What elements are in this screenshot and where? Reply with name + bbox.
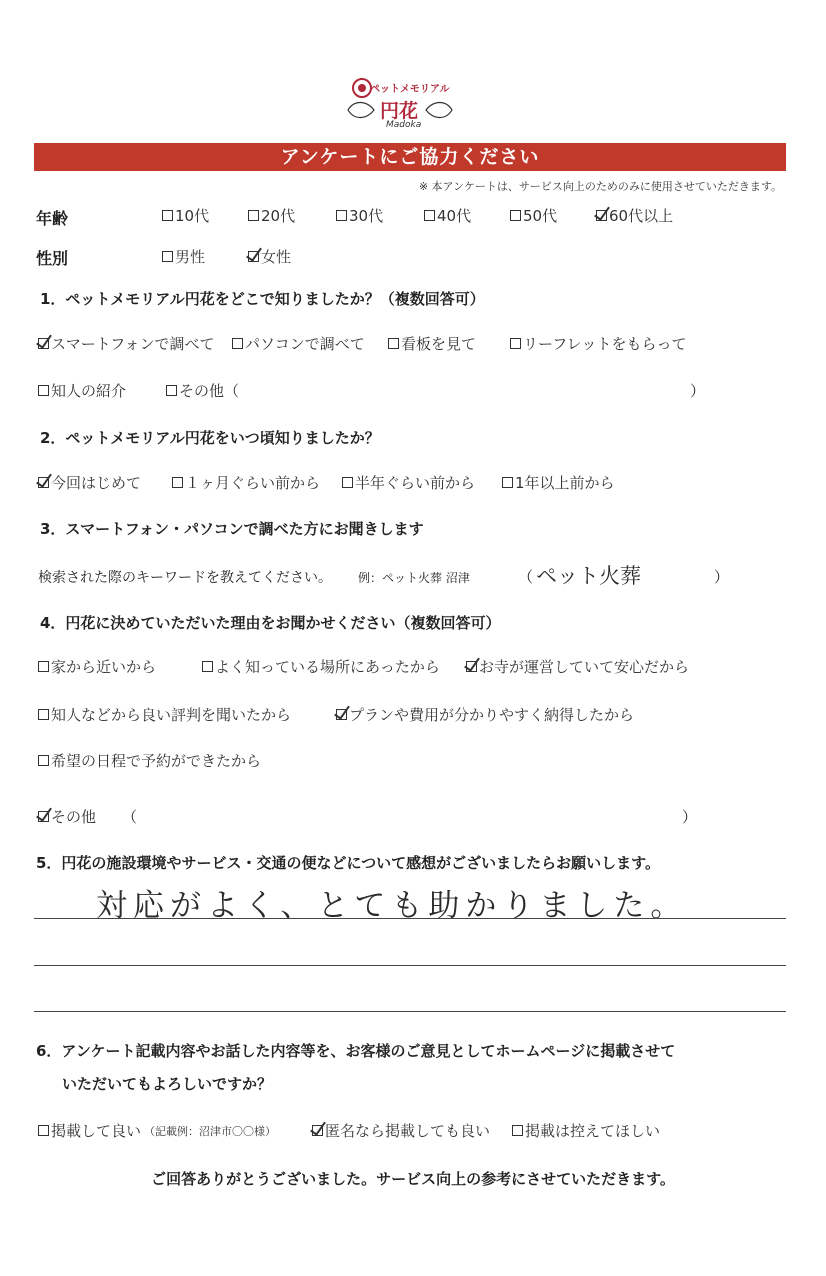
banner-title: アンケートにご協力ください bbox=[280, 146, 540, 168]
checkbox[interactable] bbox=[342, 477, 353, 488]
q4-option-reputation[interactable]: 知人などから良い評判を聞いたから bbox=[38, 704, 291, 725]
gender-option-female[interactable]: 女性 bbox=[248, 246, 291, 267]
answer-line bbox=[34, 965, 786, 966]
q1-option-pc[interactable]: パソコンで調べて bbox=[232, 333, 365, 354]
q2-option-first-time[interactable]: 今回はじめて bbox=[38, 472, 141, 493]
q1-option-smartphone[interactable]: スマートフォンで調べて bbox=[38, 333, 215, 354]
answer-line bbox=[34, 1011, 786, 1012]
age-option-10s[interactable]: 10代 bbox=[162, 205, 209, 226]
age-option-30s[interactable]: 30代 bbox=[336, 205, 383, 226]
q4-option-other[interactable]: その他 bbox=[38, 806, 96, 827]
q6-title-line1: 6．アンケート記載内容やお話した内容等を、お客様のご意見としてホームページに掲載させて bbox=[36, 1042, 676, 1060]
age-option-60s-plus[interactable]: 60代以上 bbox=[596, 205, 673, 226]
q6-option-decline[interactable]: 掲載は控えてほしい bbox=[512, 1120, 660, 1141]
checkbox-checked[interactable] bbox=[312, 1125, 323, 1136]
q3-title: 3．スマートフォン・パソコンで調べた方にお聞きします bbox=[40, 520, 424, 538]
q2-title: 2．ペットメモリアル円花をいつ頃知りましたか？ bbox=[40, 429, 380, 447]
checkbox-checked[interactable] bbox=[336, 709, 347, 720]
logo-top-text: ペットメモリアル bbox=[370, 84, 450, 95]
q2-option-half-year[interactable]: 半年ぐらい前から bbox=[342, 472, 475, 493]
checkbox[interactable] bbox=[38, 709, 49, 720]
q4-option-known-place[interactable]: よく知っている場所にあったから bbox=[202, 656, 440, 677]
q2-option-1-year[interactable]: 1年以上前から bbox=[502, 472, 615, 493]
answer-line bbox=[34, 918, 786, 919]
thanks-message: ご回答ありがとうございました。サービス向上の参考にさせていただきます。 bbox=[151, 1170, 675, 1188]
checkbox[interactable] bbox=[38, 755, 49, 766]
checkbox-checked[interactable] bbox=[248, 251, 259, 262]
q6-example: （記載例：沼津市〇〇様） bbox=[144, 1124, 277, 1138]
checkbox[interactable] bbox=[38, 661, 49, 672]
checkbox[interactable] bbox=[424, 210, 435, 221]
logo-sub-text: Madoka bbox=[386, 120, 422, 130]
q6-option-publish[interactable]: 掲載して良い （記載例：沼津市〇〇様） bbox=[38, 1120, 276, 1141]
checkbox[interactable] bbox=[38, 1125, 49, 1136]
checkbox[interactable] bbox=[512, 1125, 523, 1136]
age-option-50s[interactable]: 50代 bbox=[510, 205, 557, 226]
checkbox[interactable] bbox=[162, 251, 173, 262]
logo-main-text: 円花 bbox=[380, 100, 419, 122]
age-option-20s[interactable]: 20代 bbox=[248, 205, 295, 226]
q1-option-leaflet[interactable]: リーフレットをもらって bbox=[510, 333, 687, 354]
q2-option-1-month[interactable]: １ヶ月ぐらい前から bbox=[172, 472, 320, 493]
q1-other-close: ） bbox=[690, 382, 706, 400]
checkbox[interactable] bbox=[38, 385, 49, 396]
age-option-40s[interactable]: 40代 bbox=[424, 205, 471, 226]
checkbox[interactable] bbox=[510, 210, 521, 221]
checkbox[interactable] bbox=[502, 477, 513, 488]
q4-option-temple[interactable]: お寺が運営していて安心だから bbox=[466, 656, 689, 677]
q3-answer[interactable]: ペット火葬 bbox=[536, 564, 641, 588]
q4-other-open: （ bbox=[122, 808, 138, 826]
checkbox-checked[interactable] bbox=[38, 477, 49, 488]
q4-option-near-home[interactable]: 家から近いから bbox=[38, 656, 156, 677]
q1-option-referral[interactable]: 知人の紹介 bbox=[38, 380, 126, 401]
q6-option-anonymous[interactable]: 匿名なら掲載しても良い bbox=[312, 1120, 490, 1141]
age-label: 年齢 bbox=[36, 209, 69, 228]
gender-option-male[interactable]: 男性 bbox=[162, 246, 205, 267]
q3-open-paren: （ bbox=[518, 568, 534, 586]
checkbox-checked[interactable] bbox=[38, 811, 49, 822]
q1-title: 1．ペットメモリアル円花をどこで知りましたか？（複数回答可） bbox=[40, 290, 485, 308]
q5-title: 5．円花の施設環境やサービス・交通の便などについて感想がございましたらお願いします。 bbox=[36, 854, 660, 872]
q4-other-close: ） bbox=[682, 808, 698, 826]
logo bbox=[340, 74, 460, 138]
q6-title-line2: いただいてもよろしいですか？ bbox=[62, 1075, 273, 1093]
q3-example: 例：ペット火葬 沼津 bbox=[358, 571, 470, 585]
checkbox[interactable] bbox=[202, 661, 213, 672]
q1-option-other[interactable]: その他（ bbox=[166, 380, 239, 401]
checkbox-checked[interactable] bbox=[38, 338, 49, 349]
checkbox[interactable] bbox=[166, 385, 177, 396]
q1-option-signboard[interactable]: 看板を見て bbox=[388, 333, 476, 354]
privacy-note: ※ 本アンケートは、サービス向上のためのみに使用させていただきます。 bbox=[418, 180, 782, 193]
checkbox-checked[interactable] bbox=[596, 210, 607, 221]
checkbox[interactable] bbox=[162, 210, 173, 221]
q4-option-plan-cost[interactable]: プランや費用が分かりやすく納得したから bbox=[336, 704, 634, 725]
checkbox[interactable] bbox=[388, 338, 399, 349]
q4-title: 4．円花に決めていただいた理由をお聞かせください（複数回答可） bbox=[40, 614, 501, 632]
gender-label: 性別 bbox=[36, 249, 69, 268]
checkbox[interactable] bbox=[248, 210, 259, 221]
checkbox[interactable] bbox=[172, 477, 183, 488]
q3-close-paren: ） bbox=[714, 568, 730, 586]
q4-option-schedule[interactable]: 希望の日程で予約ができたから bbox=[38, 750, 261, 771]
checkbox-checked[interactable] bbox=[466, 661, 477, 672]
checkbox[interactable] bbox=[510, 338, 521, 349]
q5-answer[interactable]: 対応がよく、とても助かりました。 bbox=[96, 888, 688, 924]
q3-prompt: 検索された際のキーワードを教えてください。 bbox=[38, 570, 332, 586]
checkbox[interactable] bbox=[232, 338, 243, 349]
checkbox[interactable] bbox=[336, 210, 347, 221]
